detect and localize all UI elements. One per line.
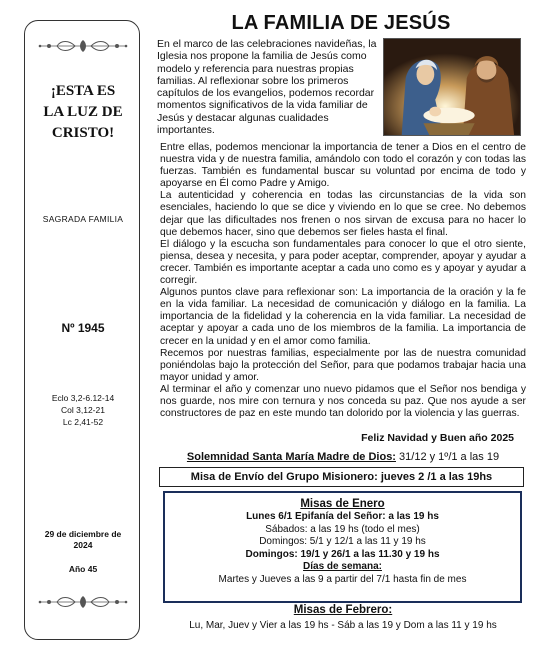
article-paragraph: El diálogo y la escucha son fundamentales para conocer lo que el otro siente, piensa, desea y necesita, y para poder aceptar, comprender, apoyar y ayudar a crecer. También es importante aceptar a cada uno como es y apoyar y ayudar a corregir. bbox=[160, 238, 526, 287]
article-intro: En el marco de las celebraciones navideñas, la Iglesia nos propone la familia de Jesús como modelo y referencia para nuestras propias familias. Al reflexionar sobre los primeros capítulos de los evangelios, podemos recordar momentos significativos de la vida familiar de Jesús y destacar algunas cualidades importantes. bbox=[157, 38, 377, 137]
enero-heading: Misas de Enero bbox=[300, 498, 385, 510]
solemnidad-line bbox=[150, 451, 536, 463]
enero-domingos-late: Domingos: 19/1 y 26/1 a las 11.30 y 19 hs bbox=[245, 548, 440, 560]
envio-box: Misa de Envío del Grupo Misionero: jueves 2 /1 a las 19hs bbox=[159, 467, 524, 487]
sidebar-panel bbox=[24, 20, 140, 640]
reading-ref: Lc 2,41-52 bbox=[62, 417, 104, 427]
date-line: 2024 bbox=[73, 540, 93, 550]
febrero-heading: Misas de Febrero: bbox=[293, 604, 393, 616]
enero-schedule-box bbox=[163, 491, 522, 603]
article-paragraph: Al terminar el año y comenzar uno nuevo pidamos que el Señor nos bendiga y nos guarde, nos mire con ternura y nos conceda su paz. Que nos ayude a ser constructores de paz en este mundo tan dolorido por la violencia y las guerras. bbox=[160, 383, 526, 420]
article-paragraph: Algunos puntos clave para reflexionar son: La importancia de la oración y la fe en la vida familiar. La necesidad de comunicación y diálogo en la familia. La importancia de la fidelidad y la coherencia en la vida familiar. La necesidad de aceptar y apoyar a cada uno de los miembros de la familia. La importancia de crecer en la unidad y en el amor como familia. bbox=[160, 287, 526, 347]
febrero-line: Lu, Mar, Juev y Vier a las 19 hs - Sáb a las 19 y Dom a las 11 y 19 hs bbox=[189, 620, 497, 631]
enero-semana: Martes y Jueves a las 9 a partir del 7/1 hasta fin de mes bbox=[218, 573, 467, 585]
enero-sabados: Sábados: a las 19 hs (todo el mes) bbox=[265, 523, 420, 535]
date-line: 29 de diciembre de bbox=[44, 529, 122, 539]
nativity-image bbox=[383, 38, 521, 136]
article-paragraph: La autenticidad y coherencia en todas las circunstancias de la vida son esenciales, haciendo lo que se dice y viviendo en lo que se cree. No debemos dejar que las dificultades nos frenen o nos sirvan de excusa para no hacer lo que debemos hacer, sino que debemos ser fieles hasta el final. bbox=[160, 190, 526, 238]
sidebar-readings bbox=[25, 392, 141, 428]
article-paragraph: Entre ellas, podemos mencionar la importancia de tener a Dios en el centro de nuestra vida y de nuestra familia, amándolo con todo el corazón y con todas las fuerzas. También es fundamental buscar su voluntad por encima de todo y apoyarse en Él como Padre y Amigo. bbox=[160, 142, 526, 190]
motto-line: LA LUZ DE bbox=[43, 104, 123, 120]
sidebar-motto bbox=[29, 81, 137, 144]
solemnidad-time: 31/12 y 1º/1 a las 19 bbox=[395, 451, 500, 463]
enero-semana-heading: Días de semana: bbox=[303, 561, 382, 573]
reading-ref: Col 3,12-21 bbox=[61, 405, 105, 415]
enero-lunes: Lunes 6/1 Epifanía del Señor: a las 19 hs bbox=[246, 511, 439, 522]
solemnidad-label: Solemnidad Santa María Madre de Dios: bbox=[186, 451, 396, 463]
motto-line: CRISTO! bbox=[51, 125, 115, 141]
closing-greeting: Feliz Navidad y Buen año 2025 bbox=[361, 432, 514, 444]
article-paragraph: Recemos por nuestras familias, especialmente por las de nuestra comunidad poniéndolas bajo la protección del Señor, para que podamos trabajar hacia una mayor unidad y amor. bbox=[160, 347, 526, 383]
ornament-flourish-icon bbox=[35, 39, 131, 53]
issue-date bbox=[25, 529, 141, 551]
issue-year: Año 45 bbox=[68, 564, 98, 574]
reading-ref: Eclo 3,2-6.12-14 bbox=[51, 393, 115, 403]
sidebar-feast: SAGRADA FAMILIA bbox=[42, 214, 124, 224]
page-title: LA FAMILIA DE JESÚS bbox=[231, 12, 451, 34]
article-body bbox=[160, 142, 526, 420]
enero-domingos: Domingos: 5/1 y 12/1 a las 11 y 19 hs bbox=[259, 536, 426, 548]
motto-line: ¡ESTA ES bbox=[50, 83, 116, 99]
issue-number: Nº 1945 bbox=[61, 321, 105, 335]
ornament-flourish-icon bbox=[35, 595, 131, 609]
